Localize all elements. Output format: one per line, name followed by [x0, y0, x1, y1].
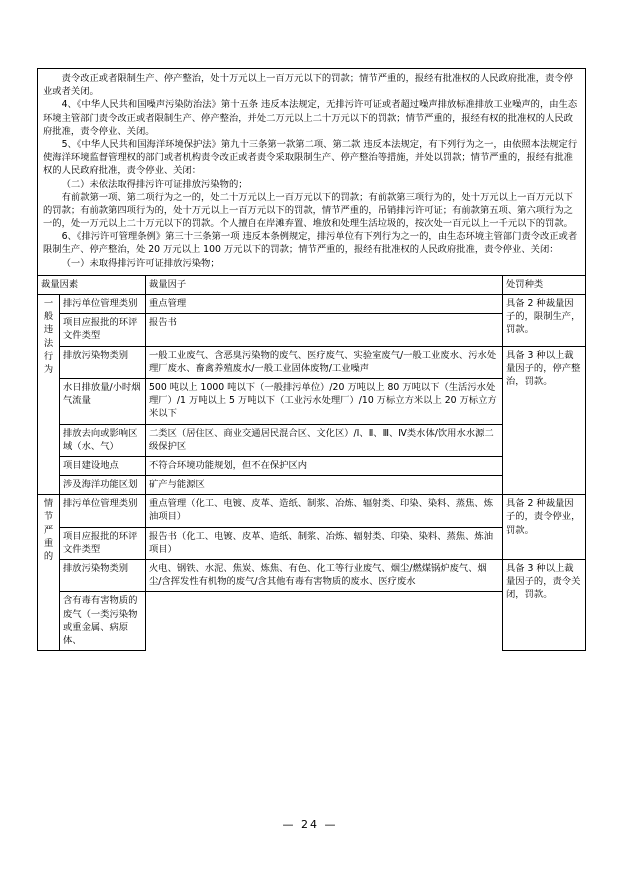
header-penalty-type: 处罚种类 — [503, 275, 586, 294]
penalty-type: 具备 2 种裁量因子的，责令停业，罚款。 — [503, 495, 586, 560]
legal-paragraph: 责令改正或者限制生产、停产整治，处十万元以上一百万元以下的罚款；情节严重的，报经有批准权的人民政府批准，责令停业或者关闭。 — [43, 73, 573, 98]
legal-paragraph: （一）未取得排污许可证排放污染物； — [61, 257, 220, 269]
factor-name: 排污单位管理类别 — [60, 495, 146, 527]
factor-value: 不符合环境功能规划，但不在保护区内 — [146, 456, 503, 475]
factor-name: 排放去向或影响区域（水、气） — [60, 424, 146, 456]
penalty-discretion-table — [37, 68, 586, 651]
penalty-type: 具备 3 种以上裁量因子的，责令关闭，罚款。 — [503, 560, 586, 651]
legal-paragraph: 6、《排污许可管理条例》第三十三条第一项 违反本条例规定，排污单位有下列行为之一的，由生态环境主管部门责令改正或者限制生产、停产整治，处 20 万元以上 100 万元以下的罚款；情节严重的，报经有批准权的人民政府批准，责令停业、关闭： — [43, 231, 578, 256]
table-row — [38, 495, 586, 527]
legal-text-cell — [38, 69, 586, 276]
page-number: — 24 — — [282, 818, 338, 831]
factor-value: 500 吨以上 1000 吨以下（一般排污单位）/20 万吨以上 80 万吨以下（生活污水处理厂）/1 万吨以上 5 万吨以下（工业污水处理厂）/10 万标立方米以上 20 万标立方米以下 — [146, 378, 503, 424]
factor-value-continued: 含有毒有害物质的废气（一类污染物或重金属、病原体、 — [60, 592, 146, 651]
factor-name: 项目应报批的环评文件类型 — [60, 527, 146, 559]
factor-value: 重点管理（化工、电镀、皮革、造纸、制浆、冶炼、辐射类、印染、染料、蒸焦、炼油项目） — [146, 495, 503, 527]
factor-value: 重点管理 — [146, 295, 503, 314]
factor-name: 排污单位管理类别 — [60, 295, 146, 314]
factor-name: 项目建设地点 — [60, 456, 146, 475]
factor-name: 水日排放量/小时烟气流量 — [60, 378, 146, 424]
factor-name: 项目应报批的环评文件类型 — [60, 314, 146, 346]
document-body — [37, 68, 585, 651]
table-row — [38, 346, 586, 378]
group-label-serious: 情 节 严 重 的 — [38, 495, 60, 651]
group-label-general: 一 般 违 法 行 为 — [38, 295, 60, 495]
factor-value: 矿产与能源区 — [146, 476, 503, 495]
factor-name: 涉及海洋功能区划 — [60, 476, 146, 495]
legal-text-row — [38, 69, 586, 276]
header-sub-factor: 裁量因子 — [146, 275, 503, 294]
table-row — [38, 295, 586, 314]
table-header-row — [38, 275, 586, 294]
factor-value: 报告书 — [146, 314, 503, 346]
legal-paragraph: 4、《中华人民共和国噪声污染防治法》第十五条 违反本法规定，无排污许可证或者超过噪声排放标准排放工业噪声的，由生态环境主管部门责令改正或者限制生产、停产整治，并处二万元以上二十万元以下的罚款；情节严重的，报经有权的批准权的人民政府批准，责令停业、关闭。 — [43, 99, 578, 137]
table-row — [38, 560, 586, 592]
factor-name: 排放污染物类别 — [60, 346, 146, 378]
penalty-type: 具备 3 种以上裁量因子的，停产整治，罚款。 — [503, 346, 586, 495]
penalty-type: 具备 2 种裁量因子的，限制生产，罚款。 — [503, 295, 586, 347]
legal-paragraph: （二）未依法取得排污许可证排放污染物的； — [61, 178, 248, 190]
page-footer — [0, 818, 620, 831]
factor-value: 二类区（居住区、商业交通居民混合区、文化区）/Ⅰ、Ⅱ、Ⅲ、Ⅳ类水体/饮用水水源二级保护区 — [146, 424, 503, 456]
legal-paragraph: 5、《中华人民共和国海洋环境保护法》第九十三条第一款第二项、第二款 违反本法规定，有下列行为之一，由依照本法规定行使海洋环境监督管理权的部门或者机构责令改正或者责令采取限制生产、停产整治等措施，并处以罚款；情节严重的，报经有批准权的人民政府批准，责令停业、关闭： — [43, 138, 578, 177]
factor-value: 火电、钢铁、水泥、焦炭、炼焦、有色、化工等行业废气、烟尘/燃煤锅炉废气、烟尘/含挥发性有机物的废气/含其他有毒有害物质的废水、医疗废水 — [146, 560, 503, 592]
header-factor: 裁量因素 — [38, 275, 146, 294]
factor-value: 一般工业废气、含恶臭污染物的废气、医疗废气、实验室废气/一般工业废水、污水处理厂废水、畜禽养殖废水/一般工业固体废物/工业噪声 — [146, 346, 503, 378]
factor-name: 排放污染物类别 — [60, 560, 146, 592]
legal-paragraph: 有前款第一项、第二项行为之一的，处二十万元以上一百万元以下的罚款；有前款第三项行为的，处十万元以上一百万元以下的罚款；有前款第四项行为的，处十万元以上一百万元以下的罚款，情节严重的，吊销排污许可证；有前款第五项、第六项行为之一的，处一万元以上二十万元以下的罚款。个人擅自在岸滩弃置、堆放和处理生活垃圾的，按次处一百元以上一千元以下的罚款。 — [43, 191, 573, 230]
factor-value: 报告书（化工、电镀、皮革、造纸、制浆、冶炼、辐射类、印染、染料、蒸焦、炼油项目） — [146, 527, 503, 559]
